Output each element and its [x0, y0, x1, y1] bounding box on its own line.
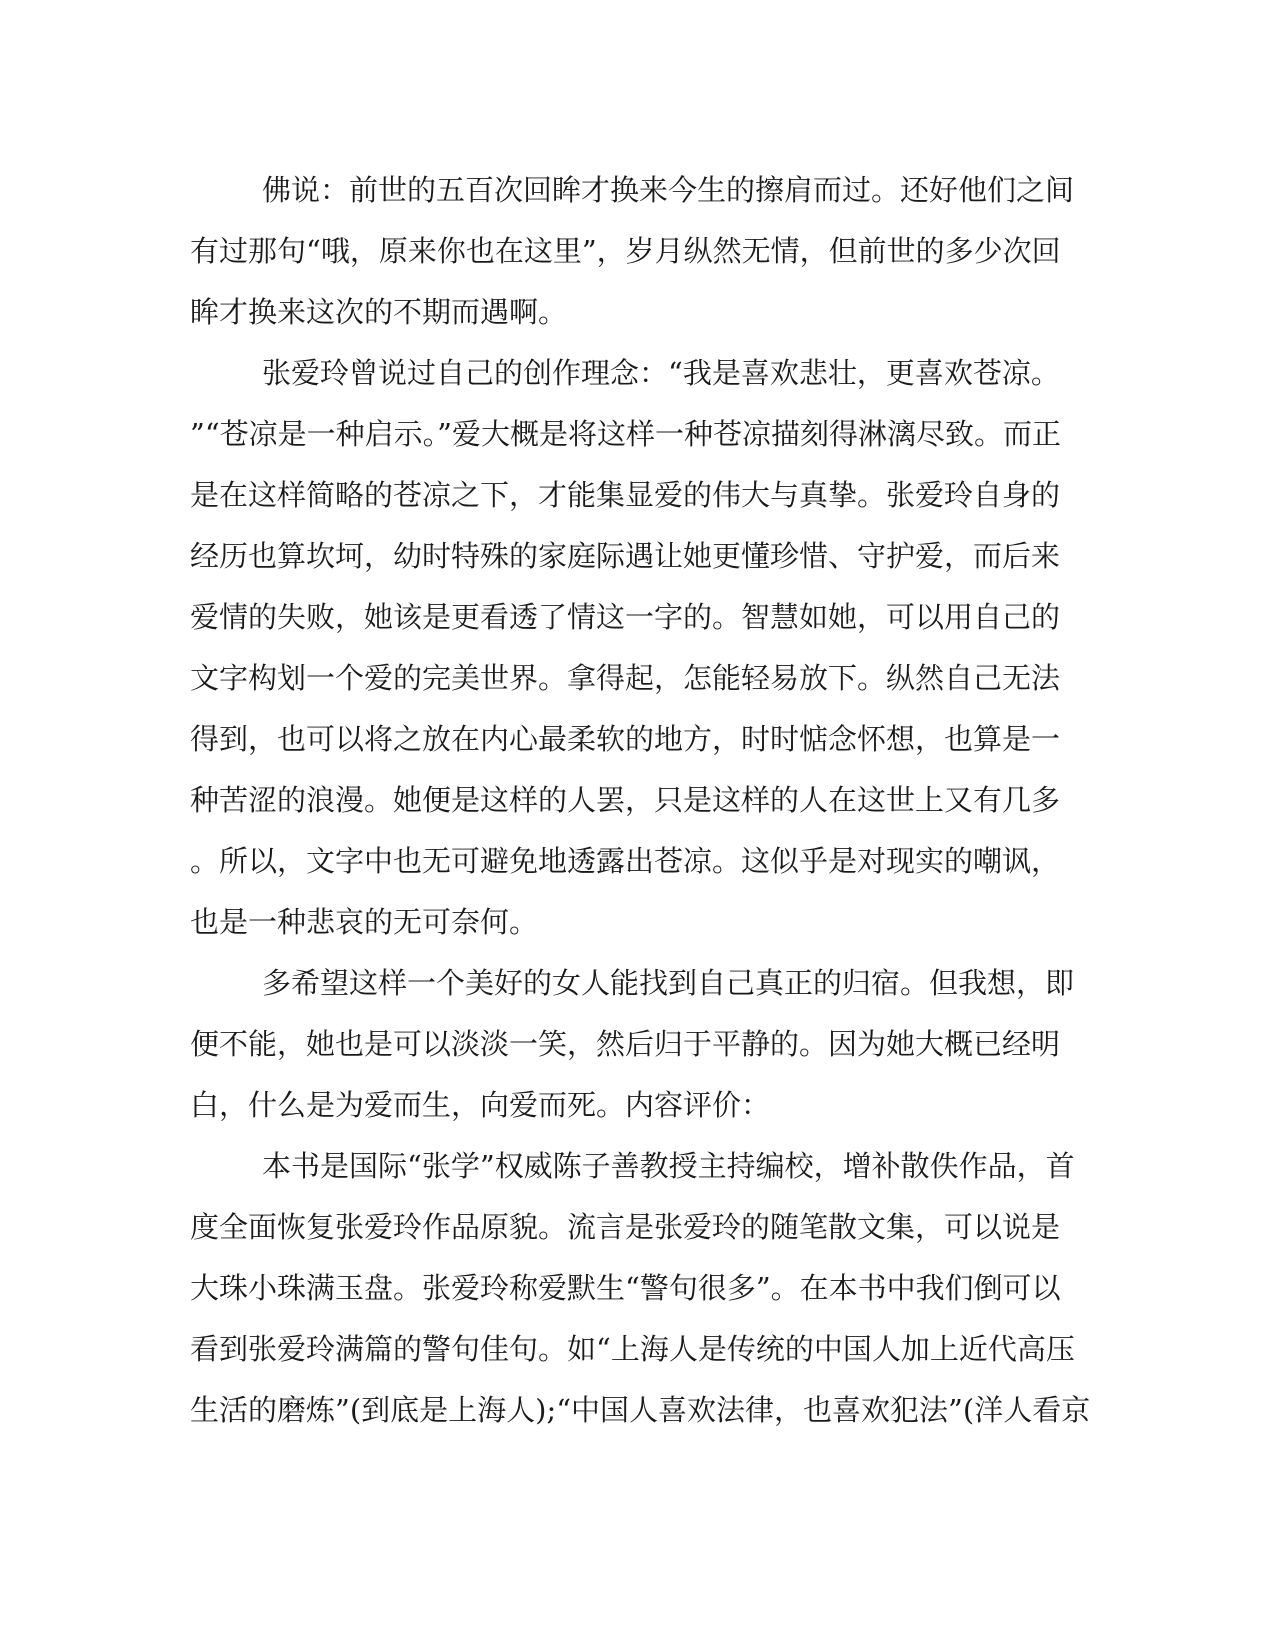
- paragraph-line: 也是一种悲哀的无可奈何。: [190, 905, 539, 939]
- body-text: [190, 160, 1091, 1441]
- paragraph-line: 爱情的失败，她该是更看透了情这一字的。智慧如她，可以用自己的: [190, 600, 1061, 634]
- paragraph-line: 张爱玲曾说过自己的创作理念：“我是喜欢悲壮，更喜欢苍凉。: [262, 356, 1060, 390]
- paragraph-line: 本书是国际“张学”权威陈子善教授主持编校，增补散佚作品，首: [262, 1149, 1075, 1183]
- paragraph-line: 佛说：前世的五百次回眸才换来今生的擦肩而过。还好他们之间: [262, 173, 1075, 207]
- paragraph-line: 大珠小珠满玉盘。张爱玲称爱默生“警句很多”。在本书中我们倒可以: [190, 1271, 1061, 1305]
- paragraph-line: ”“苍凉是一种启示。”爱大概是将这样一种苍凉描刻得淋漓尽致。而正: [190, 417, 1061, 451]
- paragraph-line: 有过那句“哦，原来你也在这里”，岁月纵然无情，但前世的多少次回: [190, 234, 1061, 268]
- paragraph-line: 度全面恢复张爱玲作品原貌。流言是张爱玲的随笔散文集，可以说是: [190, 1210, 1061, 1244]
- paragraph-line: 是在这样简略的苍凉之下，才能集显爱的伟大与真挚。张爱玲自身的: [190, 478, 1061, 512]
- paragraph-line: 看到张爱玲满篇的警句佳句。如“上海人是传统的中国人加上近代高压: [190, 1332, 1075, 1366]
- paragraph-line: 多希望这样一个美好的女人能找到自己真正的归宿。但我想，即: [262, 966, 1075, 1000]
- paragraph-line: 文字构划一个爱的完美世界。拿得起，怎能轻易放下。纵然自己无法: [190, 661, 1061, 695]
- paragraph-line: 得到，也可以将之放在内心最柔软的地方，时时惦念怀想，也算是一: [190, 722, 1061, 756]
- paragraph-line: 。所以，文字中也无可避免地透露出苍凉。这似乎是对现实的嘲讽，: [190, 844, 1061, 878]
- paragraph-line: 经历也算坎坷，幼时特殊的家庭际遇让她更懂珍惜、守护爱，而后来: [190, 539, 1061, 573]
- paragraph-line: 眸才换来这次的不期而遇啊。: [190, 295, 568, 329]
- paragraph-line: 生活的磨炼”(到底是上海人);“中国人喜欢法律，也喜欢犯法”(洋人看京: [190, 1393, 1091, 1427]
- paragraph-line: 便不能，她也是可以淡淡一笑，然后归于平静的。因为她大概已经明: [190, 1027, 1061, 1061]
- paragraph-line: 种苦涩的浪漫。她便是这样的人罢，只是这样的人在这世上又有几多: [190, 783, 1061, 817]
- paragraph-line: 白，什么是为爱而生，向爱而死。内容评价：: [190, 1088, 771, 1122]
